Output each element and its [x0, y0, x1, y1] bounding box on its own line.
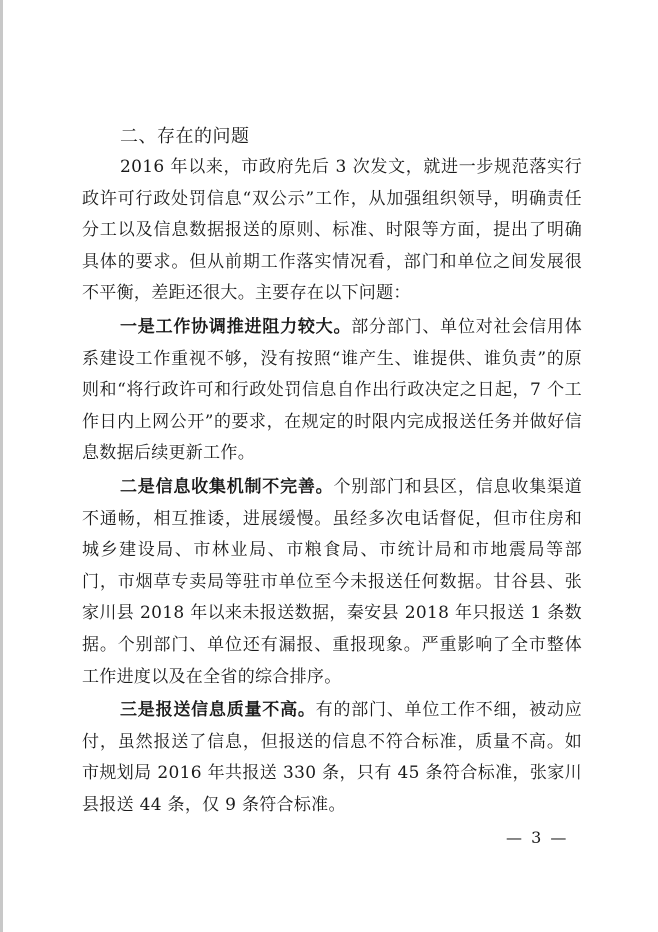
paragraph-text: 有的部门、单位工作不细，被动应付，虽然报送了信息，但报送的信息不符合标准，质量不高。如市规划局 2016 年共报送 330 条，只有 45 条符合标准，张家川县报送 44 条，仅 9 条符合标准。	[82, 700, 582, 815]
paragraph-lead: 三是报送信息质量不高。	[120, 700, 316, 721]
paragraph-text: 个别部门和县区，信息收集渠道不通畅，相互推诿，进展缓慢。虽经多次电话督促，但市住房和城乡建设局、市林业局、市粮食局、市统计局和市地震局等部门，市烟草专卖局等驻市单位至今未报送任何数据。甘谷县、张家川县 2018 年以来未报送数据，秦安县 2018 年只报送 1 条数据。个别部门、单位还有漏报、重报现象。严重影响了全市整体工作进度以及在全省的综合排序。	[82, 476, 582, 687]
paragraph-lead: 二是信息收集机制不完善。	[120, 476, 334, 497]
paragraph-lead: 一是工作协调推进阻力较大。	[120, 316, 352, 337]
paragraph-text: 部分部门、单位对社会信用体系建设工作重视不够，没有按照“谁产生、谁提供、谁负责”的原则和“将行政许可和行政处罚信息自作出行政决定之日起，7 个工作日内上网公开”的要求，在规定的时限内完成报送任务并做好信息数据后续更新工作。	[82, 316, 582, 464]
paragraph-issue-1	[82, 312, 582, 470]
paragraph-text: 2016 年以来，市政府先后 3 次发文，就进一步规范落实行政许可行政处罚信息“双公示”工作，从加强组织领导，明确责任分工以及信息数据报送的原则、标准、时限等方面，提出了明确具体的要求。但从前期工作落实情况看，部门和单位之间发展很不平衡，差距还很大。主要存在以下问题：	[82, 157, 582, 304]
paragraph-issue-2	[82, 472, 582, 693]
page-number: — 3 —	[506, 828, 569, 847]
document-body	[82, 122, 582, 821]
paragraph-issue-3	[82, 695, 582, 821]
paragraph-intro	[82, 152, 582, 310]
section-heading: 二、存在的问题	[120, 126, 250, 147]
scan-edge	[0, 0, 3, 932]
